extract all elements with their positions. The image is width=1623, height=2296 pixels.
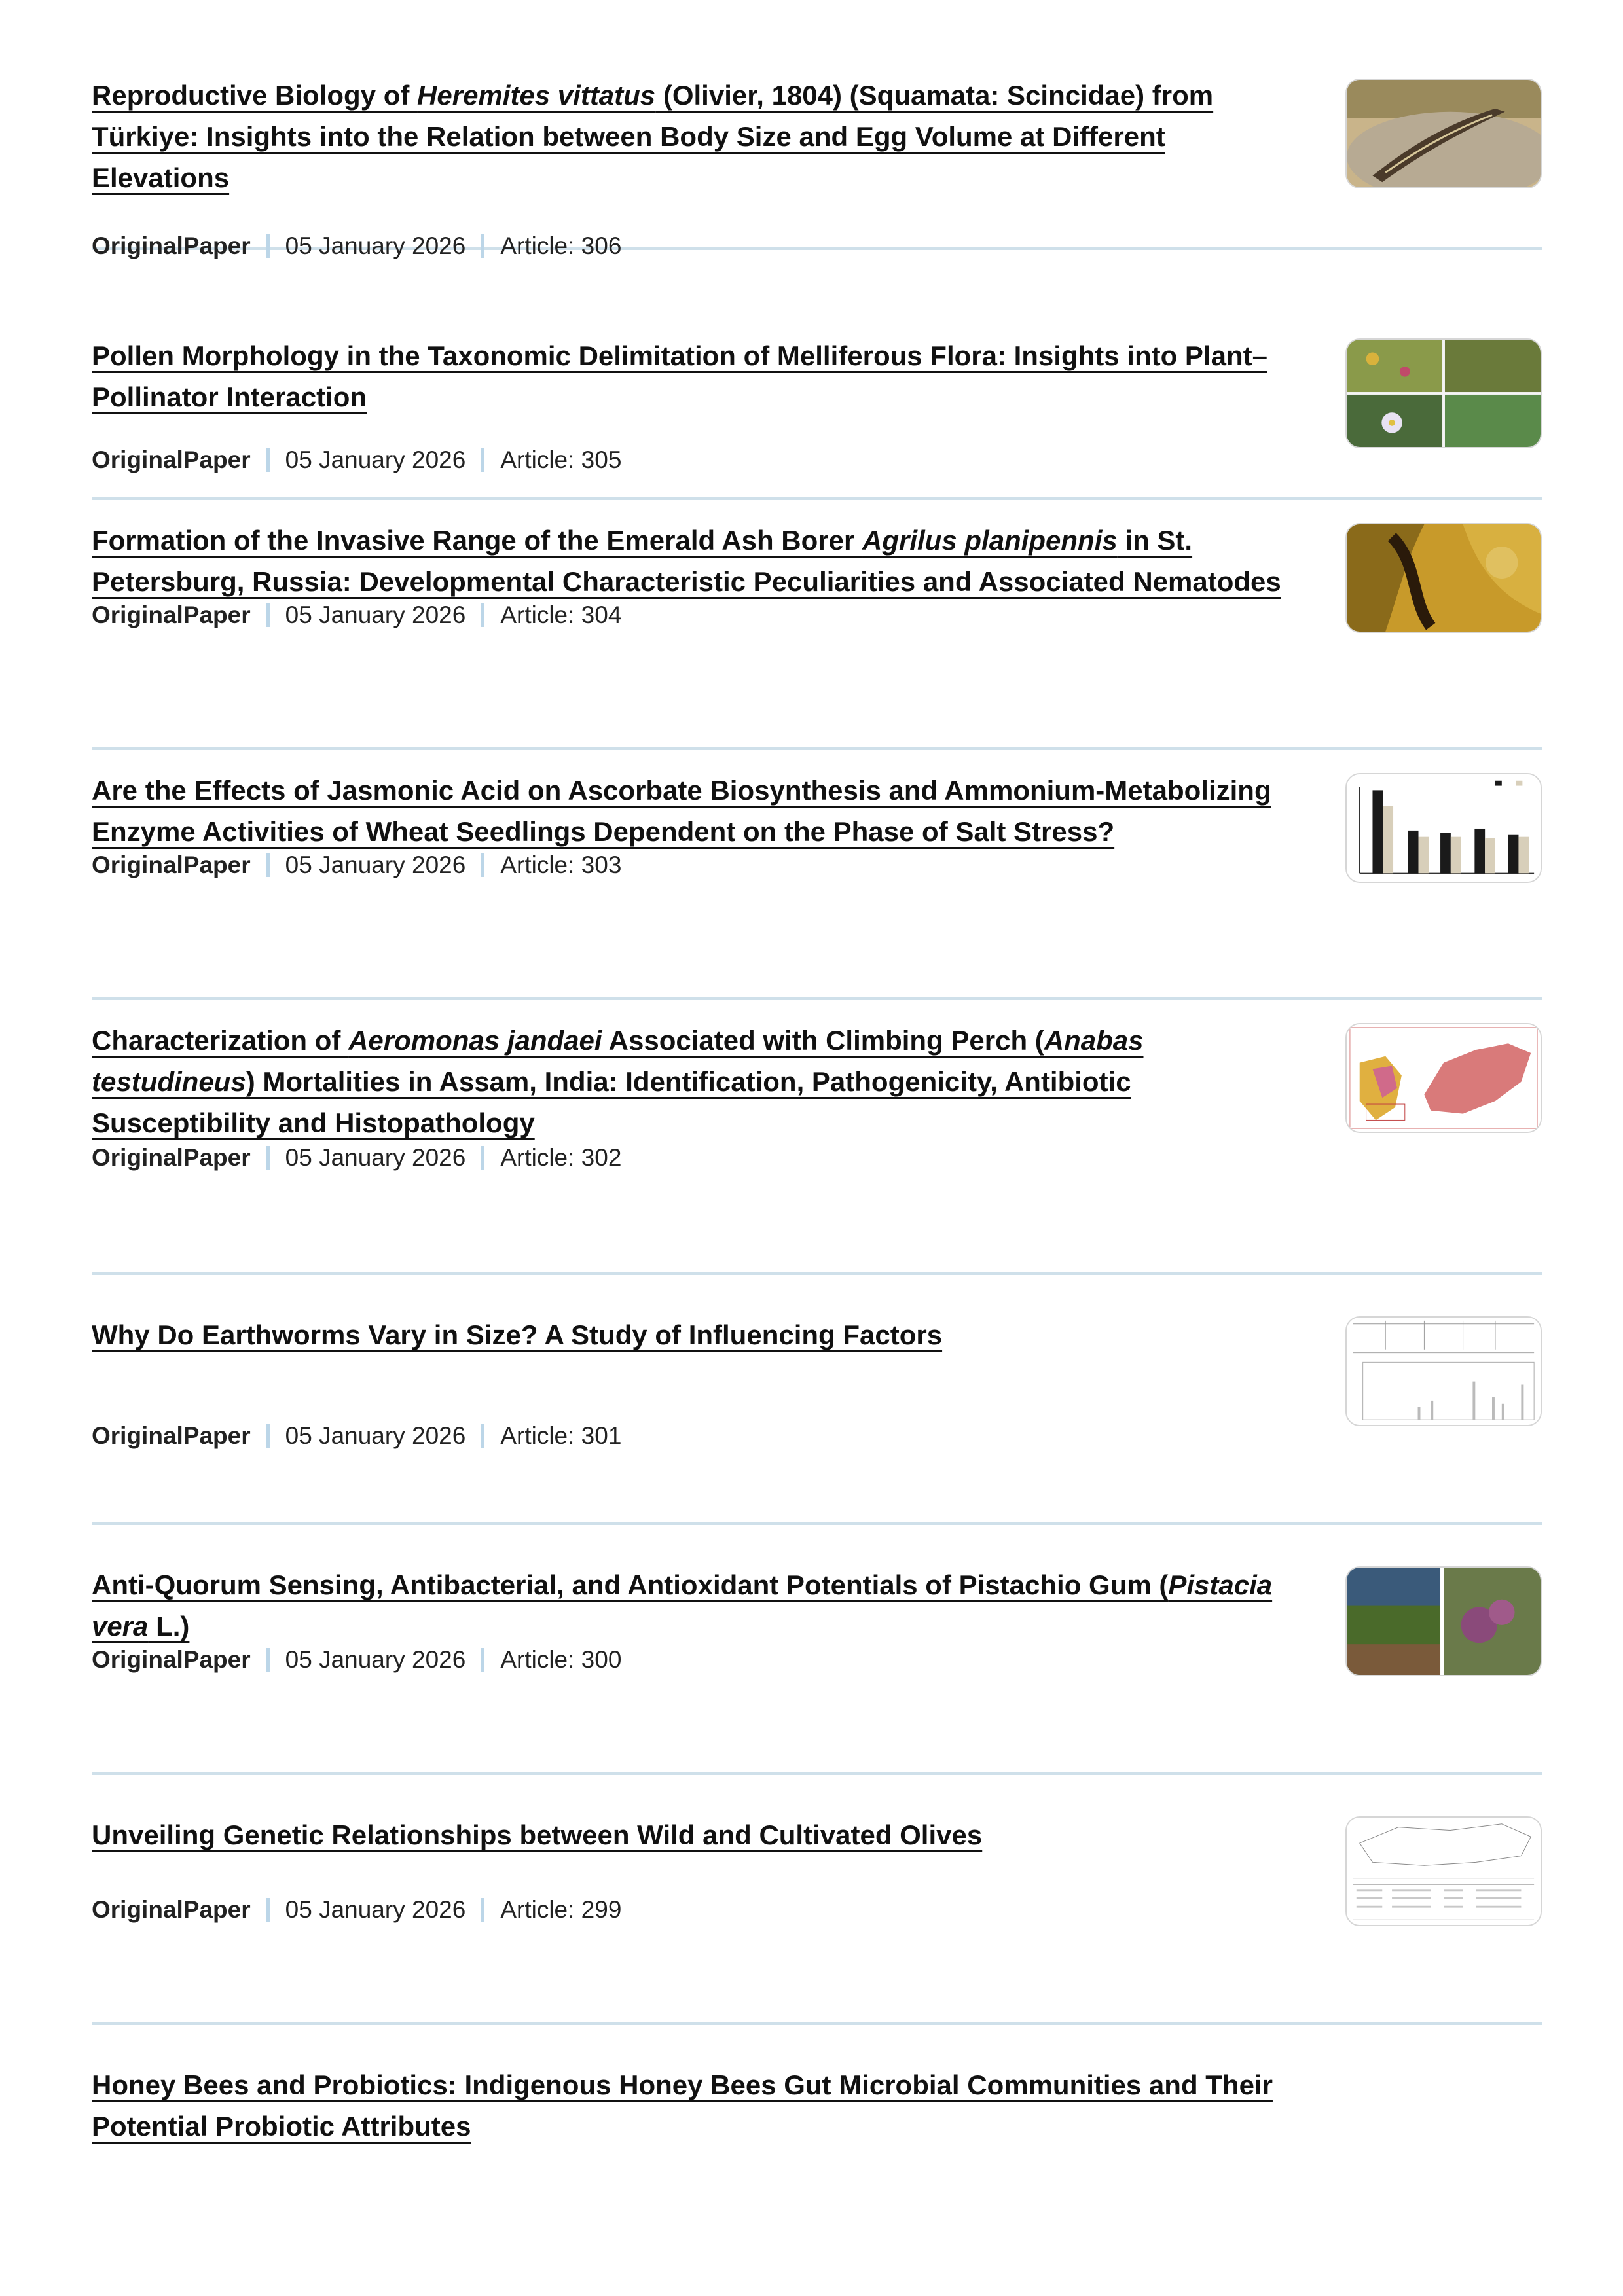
olive-map-table-figure-thumbnail[interactable]: [1345, 1816, 1542, 1926]
flora-photo-thumbnail[interactable]: [1345, 338, 1542, 448]
article-title-link[interactable]: Reproductive Biology of Heremites vittatus (Olivier, 1804) (Squamata: Scincidae) from Türkiye: Insights into the Relation between Body Size and Egg Volume at Different Elevations: [92, 80, 1214, 193]
article-meta: [92, 1144, 621, 1172]
meta-divider: [481, 1146, 484, 1170]
map-figure-thumbnail[interactable]: [1345, 1023, 1542, 1133]
content-type: OriginalPaper: [92, 232, 251, 259]
content-type: OriginalPaper: [92, 1646, 251, 1673]
published-date: 05 January 2026: [285, 1896, 466, 1923]
article-number: Article: 304: [500, 601, 622, 628]
content-type: OriginalPaper: [92, 1144, 251, 1171]
article-number: Article: 301: [500, 1422, 622, 1449]
article-title-link[interactable]: Are the Effects of Jasmonic Acid on Ascorbate Biosynthesis and Ammonium-Metabolizing Enzyme Activities of Wheat Seedlings Dependent on the Phase of Salt Stress?: [92, 775, 1271, 847]
published-date: 05 January 2026: [285, 1144, 466, 1171]
article-item: [92, 500, 1542, 750]
article-number: Article: 300: [500, 1646, 622, 1673]
table-chart-figure-thumbnail[interactable]: [1345, 1316, 1542, 1426]
article-title-link[interactable]: Characterization of Aeromonas jandaei Associated with Climbing Perch (Anabas testudineus) Mortalities in Assam, India: Identification, Pathogenicity, Antibiotic Susceptibility and Histopathology: [92, 1025, 1144, 1138]
article-item: [92, 1275, 1542, 1525]
article-number: Article: 305: [500, 446, 622, 473]
published-date: 05 January 2026: [285, 446, 466, 473]
article-title-link[interactable]: Why Do Earthworms Vary in Size? A Study of Influencing Factors: [92, 1319, 943, 1350]
meta-divider: [266, 1898, 270, 1922]
article-meta: [92, 601, 621, 629]
meta-divider: [481, 853, 484, 877]
bar-chart-figure-thumbnail[interactable]: [1345, 773, 1542, 883]
content-type: OriginalPaper: [92, 852, 251, 878]
article-item: [92, 1775, 1542, 2025]
article-title: [92, 1020, 1303, 1143]
article-item: [92, 250, 1542, 500]
article-meta: [92, 852, 621, 879]
meta-divider: [266, 1146, 270, 1170]
article-item: [92, 1000, 1542, 1275]
lizard-photo-thumbnail[interactable]: [1345, 79, 1542, 188]
article-item: [92, 0, 1542, 259]
article-title: [92, 1564, 1303, 1647]
meta-divider: [481, 603, 484, 627]
article-number: Article: 299: [500, 1896, 622, 1923]
published-date: 05 January 2026: [285, 601, 466, 628]
published-date: 05 January 2026: [285, 1422, 466, 1449]
meta-divider: [266, 853, 270, 877]
article-meta: [92, 446, 621, 474]
published-date: 05 January 2026: [285, 852, 466, 878]
meta-divider: [266, 1648, 270, 1672]
article-item: [92, 750, 1542, 1000]
article-meta: [92, 1646, 621, 1674]
meta-divider: [481, 1424, 484, 1448]
content-type: OriginalPaper: [92, 601, 251, 628]
article-item: [92, 2025, 1542, 2275]
article-title: [92, 520, 1303, 602]
pistachio-photo-thumbnail[interactable]: [1345, 1566, 1542, 1676]
article-title-link[interactable]: Unveiling Genetic Relationships between Wild and Cultivated Olives: [92, 1820, 983, 1850]
meta-divider: [481, 1648, 484, 1672]
article-title-link[interactable]: Honey Bees and Probiotics: Indigenous Honey Bees Gut Microbial Communities and Their Potential Probiotic Attributes: [92, 2070, 1273, 2142]
published-date: 05 January 2026: [285, 232, 466, 259]
article-title: [92, 1814, 1303, 1856]
content-type: OriginalPaper: [92, 446, 251, 473]
article-title: [92, 770, 1303, 852]
article-number: Article: 302: [500, 1144, 622, 1171]
article-meta: [92, 1896, 621, 1924]
content-type: OriginalPaper: [92, 1422, 251, 1449]
meta-divider: [266, 1424, 270, 1448]
article-list: [92, 0, 1542, 2275]
article-title: [92, 75, 1303, 198]
article-item: [92, 1525, 1542, 1775]
article-title: [92, 1314, 1303, 1355]
article-title-link[interactable]: Anti-Quorum Sensing, Antibacterial, and Antioxidant Potentials of Pistachio Gum (Pistacia vera L.): [92, 1570, 1273, 1641]
article-title-link[interactable]: Pollen Morphology in the Taxonomic Delimitation of Melliferous Flora: Insights into Plant–Pollinator Interaction: [92, 340, 1267, 412]
meta-divider: [266, 603, 270, 627]
published-date: 05 January 2026: [285, 1646, 466, 1673]
content-type: OriginalPaper: [92, 1896, 251, 1923]
article-title: [92, 335, 1303, 418]
article-number: Article: 306: [500, 232, 622, 259]
meta-divider: [481, 448, 484, 472]
article-title-link[interactable]: Formation of the Invasive Range of the Emerald Ash Borer Agrilus planipennis in St. Petersburg, Russia: Developmental Characteristic Peculiarities and Associated Nematodes: [92, 525, 1281, 597]
article-number: Article: 303: [500, 852, 622, 878]
article-title: [92, 2064, 1303, 2147]
meta-divider: [481, 1898, 484, 1922]
ash-borer-photo-thumbnail[interactable]: [1345, 523, 1542, 633]
article-meta: [92, 1422, 621, 1450]
meta-divider: [266, 448, 270, 472]
